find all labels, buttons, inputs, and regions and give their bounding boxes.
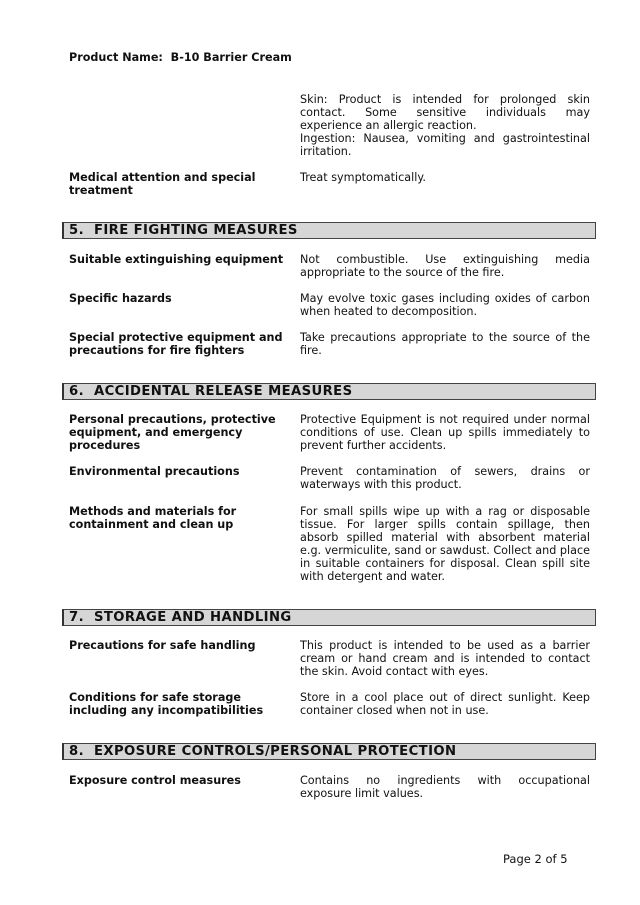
- row-label: Precautions for safe handling: [69, 639, 256, 652]
- row-label: Specific hazards: [69, 292, 172, 305]
- product-name: Product Name: B-10 Barrier Cream: [69, 51, 292, 64]
- row-label: Suitable extinguishing equipment: [69, 253, 284, 266]
- row-value: Prevent contamination of sewers, drains or waterways with this product.: [300, 465, 590, 491]
- section-header-accidental-release: 6. ACCIDENTAL RELEASE MEASURES: [62, 383, 596, 400]
- medical-attention-value: Treat symptomatically.: [300, 171, 426, 184]
- row-value: This product is intended to be used as a barrier cream or hand cream and is intended to contact the skin. Avoid contact with eyes.: [300, 639, 590, 678]
- row-value: Take precautions appropriate to the source of the fire.: [300, 331, 590, 357]
- row-label: Methods and materials for containment and clean up: [69, 505, 237, 531]
- skin-symptoms: Skin: Product is intended for prolonged skin contact. Some sensitive individuals may experience an allergic reaction.: [300, 93, 590, 132]
- row-label: Exposure control measures: [69, 774, 241, 787]
- row-label: Environmental precautions: [69, 465, 240, 478]
- row-label: Special protective equipment and precautions for fire fighters: [69, 331, 283, 357]
- ingestion-symptoms: Ingestion: Nausea, vomiting and gastrointestinal irritation.: [300, 132, 590, 158]
- page-number: Page 2 of 5: [503, 852, 568, 866]
- row-value: May evolve toxic gases including oxides of carbon when heated to decomposition.: [300, 292, 590, 318]
- row-label: Personal precautions, protective equipment, and emergency procedures: [69, 413, 276, 452]
- section-header-storage-handling: 7. STORAGE AND HANDLING: [62, 609, 596, 626]
- row-label: Conditions for safe storage including any incompatibilities: [69, 691, 264, 717]
- row-value: For small spills wipe up with a rag or disposable tissue. For larger spills contain spillage, then absorb spilled material with absorbent material e.g. vermiculite, sand or sawdust. Collect and place in suitable containers for disposal. Clean spill site with detergent and water.: [300, 505, 590, 583]
- medical-attention-label: Medical attention and special treatment: [69, 171, 256, 197]
- row-value: Contains no ingredients with occupational exposure limit values.: [300, 774, 590, 800]
- section-header-exposure-controls: 8. EXPOSURE CONTROLS/PERSONAL PROTECTION: [62, 743, 596, 760]
- section-header-fire-fighting: 5. FIRE FIGHTING MEASURES: [62, 222, 596, 239]
- row-value: Not combustible. Use extinguishing media appropriate to the source of the fire.: [300, 253, 590, 279]
- row-value: Protective Equipment is not required under normal conditions of use. Clean up spills immediately to prevent further accidents.: [300, 413, 590, 452]
- symptoms-value: [300, 93, 590, 158]
- row-value: Store in a cool place out of direct sunlight. Keep container closed when not in use.: [300, 691, 590, 717]
